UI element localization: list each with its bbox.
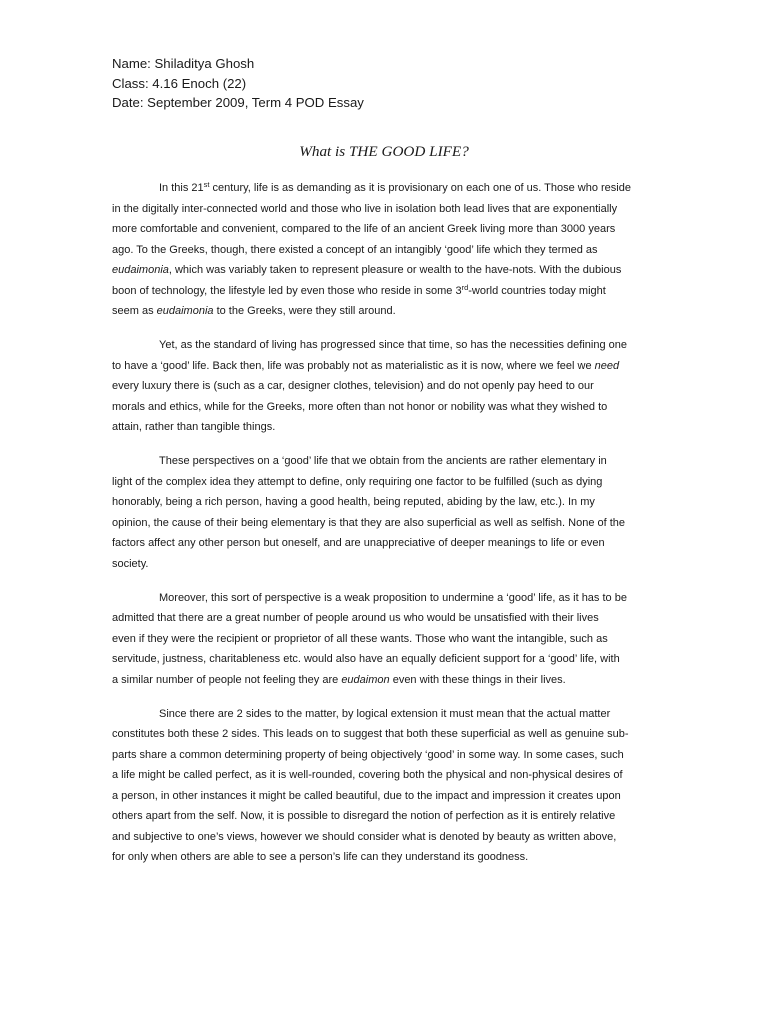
text-run: -world countries today might [468,284,606,297]
text-run: a person, in other instances it might be called beautiful, due to the impact and impression it creates upon [112,789,621,802]
paragraph-line [112,588,665,609]
paragraph-line [112,260,665,281]
paragraph-line [112,827,665,848]
text-run: others apart from the self. Now, it is possible to disregard the notion of perfection as it is entirely relative [112,810,616,823]
paragraph-line [112,806,665,827]
paragraph-line [112,513,665,534]
essay-paragraph [112,704,665,868]
paragraph-line [112,199,665,220]
text-run: century, life is as demanding as it is provisionary on each one of us. Those who reside [209,182,631,194]
text-run: to the Greeks, were they still around. [213,305,396,317]
paragraph-line [112,281,665,302]
text-run: to have a ‘good’ life. Back then, life was probably not as materialistic as it is now, where we feel we [112,359,595,372]
text-run: servitude, justness, charitableness etc. would also have an equally deficient support for a ‘good’ life, with [112,653,620,666]
italic-term: eudaimon [341,673,390,686]
essay-title [0,143,768,161]
text-run: for only when others are able to see a person’s life can they understand its goodness. [112,851,529,864]
paragraph-line [112,608,665,629]
paragraph-line [112,240,665,261]
paragraph-line [112,356,665,377]
paragraph-line [112,786,665,807]
text-run: boon of technology, the lifestyle led by even those who reside in some 3 [112,284,462,297]
essay-header [112,54,364,113]
text-run: opinion, the cause of their being elementary is that they are also superficial as well as selfish. None of the [112,516,626,529]
paragraph-line [112,178,665,199]
paragraph-line [112,670,665,691]
paragraph-line [112,219,665,240]
italic-term: eudaimonia [156,305,214,317]
paragraph-line [112,335,665,356]
text-run: Yet, as the standard of living has progressed since that time, so has the necessities defining one [159,339,627,352]
text-run: seem as [112,305,157,317]
essay-body [112,178,665,881]
text-run: parts share a common determining property of being objectively ‘good’ in some way. In some cases, such [112,748,624,761]
text-run: constitutes both these 2 sides. This leads on to suggest that both these superficial as well as genuine sub- [112,728,629,741]
text-run: Since there are 2 sides to the matter, by logical extension it must mean that the actual matter [159,707,611,720]
essay-paragraph [112,335,665,438]
paragraph-line [112,492,665,513]
superscript: rd [461,282,469,292]
text-run: every luxury there is (such as a car, designer clothes, television) and do not openly pay heed to our [112,380,594,393]
text-run: factors affect any other person but oneself, and are unappreciative of deeper meanings to life or even [112,537,605,550]
student-class: Class: 4.16 Enoch (22) [112,75,247,91]
paragraph-line [112,301,665,322]
paragraph-line [112,417,665,438]
text-run: in the digitally inter-connected world and those who live in isolation both lead lives that are exponentially [112,202,618,215]
text-run: a similar number of people not feeling they are [112,673,342,686]
text-run: more comfortable and convenient, compared to the life of an ancient Greek living more than 3000 years [112,223,616,235]
text-run: morals and ethics, while for the Greeks, more often than not honor or nobility was what they wished to [112,400,608,413]
text-run: even if they were the recipient or proprietor of all these wants. Those who want the intangible, such as [112,632,608,645]
paragraph-line [112,649,665,670]
essay-date: Date: September 2009, Term 4 POD Essay [112,95,364,110]
paragraph-line [112,533,665,554]
essay-paragraph [112,451,665,574]
text-run: Moreover, this sort of perspective is a weak proposition to undermine a ‘good’ life, as it has to be [159,591,627,604]
paragraph-line [112,451,665,472]
text-run: ago. To the Greeks, though, there existed a concept of an intangibly ‘good’ life which they termed as [112,243,598,256]
text-run: even with these things in their lives. [389,673,566,686]
paragraph-line [112,724,665,745]
essay-paragraph [112,588,665,691]
text-run: In this 21 [159,182,204,194]
paragraph-line [112,472,665,493]
text-run: a life might be called perfect, as it is well-rounded, covering both the physical and non-physical desires of [112,769,623,782]
paragraph-line [112,629,665,650]
superscript: st [203,180,210,189]
paragraph-line [112,554,665,575]
paragraph-line [112,397,665,418]
text-run: and subjective to one’s views, however we should consider what is denoted by beauty as written above, [112,830,617,843]
student-name: Name: Shiladitya Ghosh [112,56,255,71]
text-run: , which was variably taken to represent pleasure or wealth to the have-nots. With the dubious [168,264,622,276]
paragraph-line [112,745,665,766]
text-run: light of the complex idea they attempt to define, only requiring one factor to be fulfilled (such as dying [112,475,603,488]
italic-term: eudaimonia [112,264,169,276]
paragraph-line [112,704,665,725]
text-run: These perspectives on a ‘good’ life that we obtain from the ancients are rather elementary in [159,455,607,468]
paragraph-line [112,765,665,786]
essay-title-text: What is THE GOOD LIFE? [299,143,469,160]
italic-term: need [594,359,620,372]
text-run: admitted that there are a great number of people around us who would be unsatisfied with their lives [112,612,599,625]
essay-paragraph [112,178,665,322]
text-run: society. [112,557,149,570]
text-run: attain, rather than tangible things. [112,421,276,434]
text-run: honorably, being a rich person, having a good health, being reputed, abiding by the law, etc.). In my [112,496,595,509]
paragraph-line [112,376,665,397]
paragraph-line [112,847,665,868]
